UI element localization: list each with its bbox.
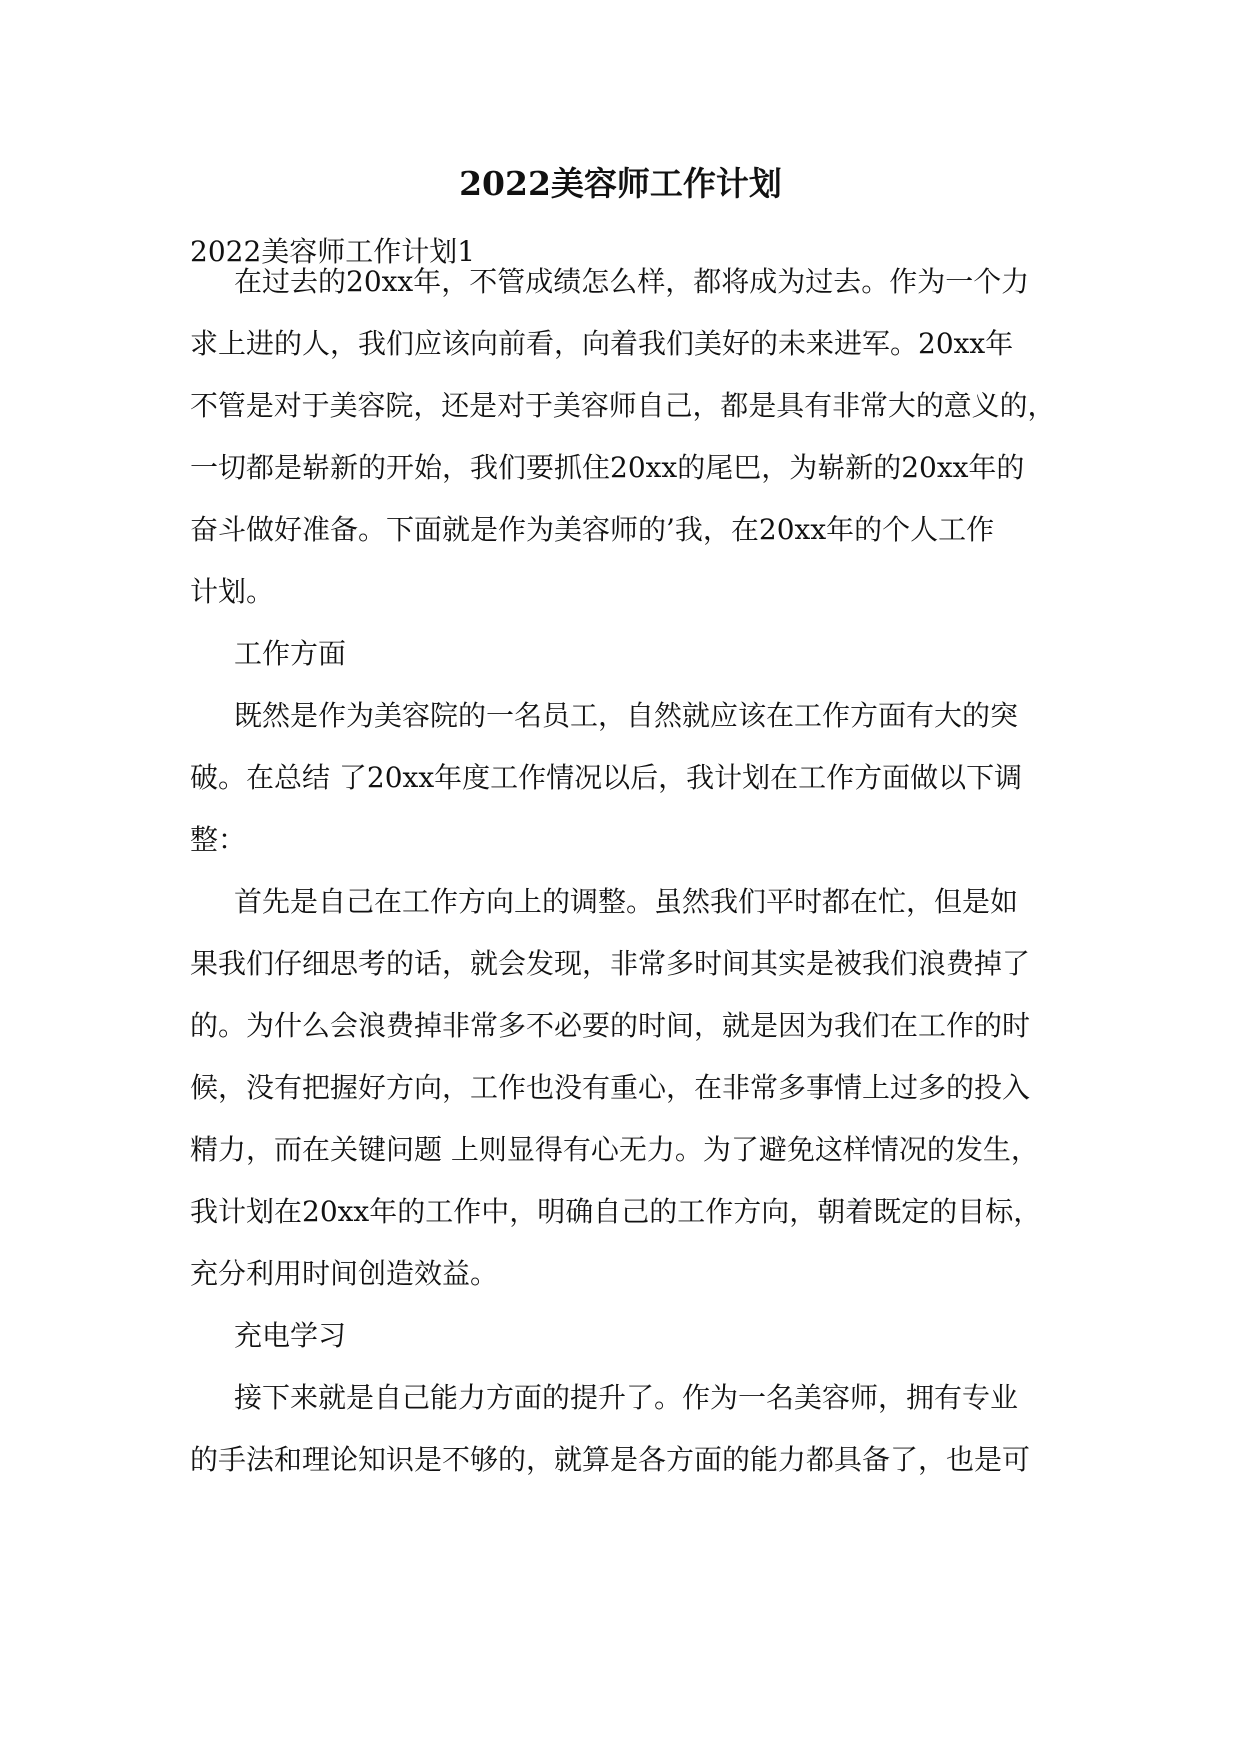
body-line: 首先是自己在工作方向上的调整。虽然我们平时都在忙，但是如 [234, 885, 1019, 918]
body-line: 候，没有把握好方向，工作也没有重心，在非常多事情上过多的投入 [190, 1071, 1031, 1104]
body-line: 求上进的人，我们应该向前看，向着我们美好的未来进军。20xx年 [190, 327, 1014, 360]
body-line: 果我们仔细思考的话，就会发现，非常多时间其实是被我们浪费掉了 [190, 947, 1031, 980]
section-heading: 2022美容师工作计划1 [190, 235, 476, 268]
body-line: 整： [190, 823, 247, 856]
body-line: 的。为什么会浪费掉非常多不必要的时间，就是因为我们在工作的时 [190, 1009, 1031, 1042]
body-line: 在过去的20xx年，不管成绩怎么样，都将成为过去。作为一个力 [234, 265, 1030, 298]
body-line: 工作方面 [234, 637, 347, 670]
body-line: 充分利用时间创造效益。 [190, 1257, 499, 1290]
body-line: 充电学习 [234, 1319, 347, 1352]
body-line: 既然是作为美容院的一名员工，自然就应该在工作方面有大的突 [234, 699, 1019, 732]
body-line: 我计划在20xx年的工作中，明确自己的工作方向，朝着既定的目标， [190, 1195, 1042, 1228]
body-line: 奋斗做好准备。下面就是作为美容师的’我，在20xx年的个人工作 [190, 513, 995, 546]
body-line: 一切都是崭新的开始，我们要抓住20xx的尾巴，为崭新的20xx年的 [190, 451, 1025, 484]
body-line: 的手法和理论知识是不够的，就算是各方面的能力都具备了，也是可 [190, 1443, 1031, 1476]
body-line: 破。在总结 了20xx年度工作情况以后，我计划在工作方面做以下调 [190, 761, 1023, 794]
body-line: 精力，而在关键问题 上则显得有心无力。为了避免这样情况的发生， [190, 1133, 1039, 1166]
body-line: 计划。 [190, 575, 275, 608]
body-line: 不管是对于美容院，还是对于美容师自己，都是具有非常大的意义的， [190, 389, 1056, 422]
document-title: 2022美容师工作计划 [459, 164, 782, 203]
body-line: 接下来就是自己能力方面的提升了。作为一名美容师，拥有专业 [234, 1381, 1019, 1414]
